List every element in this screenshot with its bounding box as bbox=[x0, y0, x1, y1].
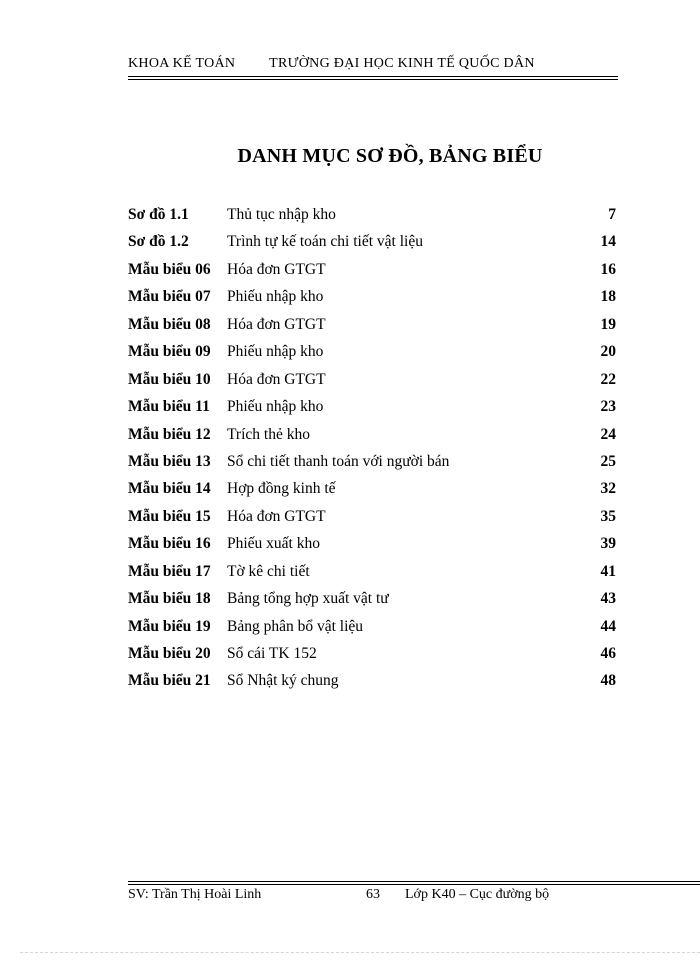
toc-entry-code: Mẫu biểu 20 bbox=[128, 645, 211, 662]
toc-entry bbox=[128, 338, 618, 365]
toc-entry bbox=[128, 558, 618, 585]
toc-entry bbox=[128, 503, 618, 530]
toc-entry-name: Thủ tục nhập kho bbox=[227, 206, 336, 223]
toc-entry bbox=[128, 475, 618, 502]
toc-entry-page: 24 bbox=[600, 425, 616, 443]
toc-entry bbox=[128, 613, 618, 640]
toc-entry-name: Hóa đơn GTGT bbox=[227, 260, 326, 278]
toc-entry-code: Mẫu biểu 07 bbox=[128, 288, 211, 306]
header-rule-double bbox=[128, 79, 618, 80]
toc-entry bbox=[128, 530, 618, 557]
table-of-figures bbox=[128, 201, 618, 695]
toc-entry-page: 19 bbox=[600, 315, 616, 333]
toc-entry-name: Hóa đơn GTGT bbox=[227, 507, 326, 525]
page-header bbox=[128, 56, 618, 72]
toc-entry-name: Hợp đồng kinh tế bbox=[227, 480, 336, 498]
toc-entry bbox=[128, 256, 618, 283]
department-name: KHOA KẾ TOÁN bbox=[128, 56, 236, 71]
toc-entry-name: Bảng tổng hợp xuất vật tư bbox=[227, 590, 389, 608]
toc-entry bbox=[128, 393, 618, 420]
toc-entry-code: Mẫu biểu 15 bbox=[128, 507, 211, 525]
toc-entry-name: Trích thẻ kho bbox=[227, 425, 310, 443]
toc-entry-code: Mẫu biểu 08 bbox=[128, 315, 211, 333]
toc-entry-code: Mẫu biểu 17 bbox=[128, 562, 211, 580]
toc-entry-name: Hóa đơn GTGT bbox=[227, 370, 326, 388]
toc-entry-code: Mẫu biểu 13 bbox=[128, 452, 211, 470]
toc-entry-page: 46 bbox=[600, 645, 616, 662]
toc-entry bbox=[128, 366, 618, 393]
toc-entry-page: 32 bbox=[600, 480, 616, 498]
toc-entry-code: Mẫu biểu 10 bbox=[128, 370, 211, 388]
toc-entry-page: 7 bbox=[608, 206, 616, 223]
toc-entry-name: Phiếu nhập kho bbox=[227, 288, 324, 306]
page-number: 63 bbox=[366, 887, 380, 902]
toc-entry-code: Sơ đồ 1.2 bbox=[128, 233, 189, 251]
toc-entry-code: Mẫu biểu 09 bbox=[128, 343, 211, 361]
toc-entry bbox=[128, 640, 618, 667]
toc-entry-name: Phiếu nhập kho bbox=[227, 398, 324, 416]
toc-entry-page: 44 bbox=[600, 617, 616, 635]
toc-entry bbox=[128, 311, 618, 338]
footer-rule bbox=[128, 881, 700, 882]
toc-entry-page: 18 bbox=[600, 288, 616, 306]
toc-entry bbox=[128, 448, 618, 475]
toc-entry-name: Hóa đơn GTGT bbox=[227, 315, 326, 333]
toc-entry-name: Tờ kê chi tiết bbox=[227, 562, 310, 580]
student-name: SV: Trần Thị Hoài Linh bbox=[128, 887, 262, 902]
header-rule bbox=[128, 76, 618, 77]
toc-entry-name: Sổ Nhật ký chung bbox=[227, 672, 339, 690]
toc-entry-name: Sổ cái TK 152 bbox=[227, 645, 317, 662]
page-title: DANH MỤC SƠ ĐỒ, BẢNG BIỂU bbox=[237, 145, 543, 167]
toc-entry-page: 48 bbox=[600, 672, 616, 690]
toc-entry-code: Mẫu biểu 12 bbox=[128, 425, 211, 443]
toc-entry-page: 14 bbox=[600, 233, 616, 251]
toc-entry bbox=[128, 667, 618, 694]
toc-entry-code: Mẫu biểu 11 bbox=[128, 398, 210, 416]
toc-entry-page: 43 bbox=[600, 590, 616, 608]
toc-entry-page: 35 bbox=[600, 507, 616, 525]
class-info: Lớp K40 – Cục đường bộ bbox=[405, 887, 550, 902]
toc-entry-code: Mẫu biểu 19 bbox=[128, 617, 211, 635]
toc-entry-page: 20 bbox=[600, 343, 616, 361]
school-name: TRƯỜNG ĐẠI HỌC KINH TẾ QUỐC DÂN bbox=[269, 56, 535, 71]
toc-entry bbox=[128, 228, 618, 255]
toc-entry-name: Bảng phân bổ vật liệu bbox=[227, 617, 364, 635]
toc-entry-page: 25 bbox=[600, 452, 616, 470]
toc-entry bbox=[128, 421, 618, 448]
toc-entry bbox=[128, 283, 618, 310]
page-edge-divider bbox=[20, 952, 700, 953]
toc-entry-name: Sổ chi tiết thanh toán với người bán bbox=[227, 452, 450, 470]
toc-entry-name: Phiếu xuất kho bbox=[227, 535, 320, 553]
toc-entry-page: 39 bbox=[600, 535, 616, 553]
toc-entry-code: Mẫu biểu 14 bbox=[128, 480, 211, 498]
toc-entry-code: Mẫu biểu 06 bbox=[128, 260, 211, 278]
toc-entry-page: 16 bbox=[600, 260, 616, 278]
toc-entry bbox=[128, 201, 618, 228]
toc-entry-code: Sơ đồ 1.1 bbox=[128, 206, 189, 223]
toc-entry-code: Mẫu biểu 18 bbox=[128, 590, 211, 608]
footer-rule-double bbox=[128, 884, 700, 885]
toc-entry-page: 22 bbox=[600, 370, 616, 388]
toc-entry-name: Trình tự kế toán chi tiết vật liệu bbox=[227, 233, 423, 251]
toc-entry-code: Mẫu biểu 16 bbox=[128, 535, 211, 553]
toc-entry-code: Mẫu biểu 21 bbox=[128, 672, 211, 690]
toc-entry-name: Phiếu nhập kho bbox=[227, 343, 324, 361]
toc-entry-page: 41 bbox=[600, 562, 616, 580]
toc-entry bbox=[128, 585, 618, 612]
toc-entry-page: 23 bbox=[600, 398, 616, 416]
